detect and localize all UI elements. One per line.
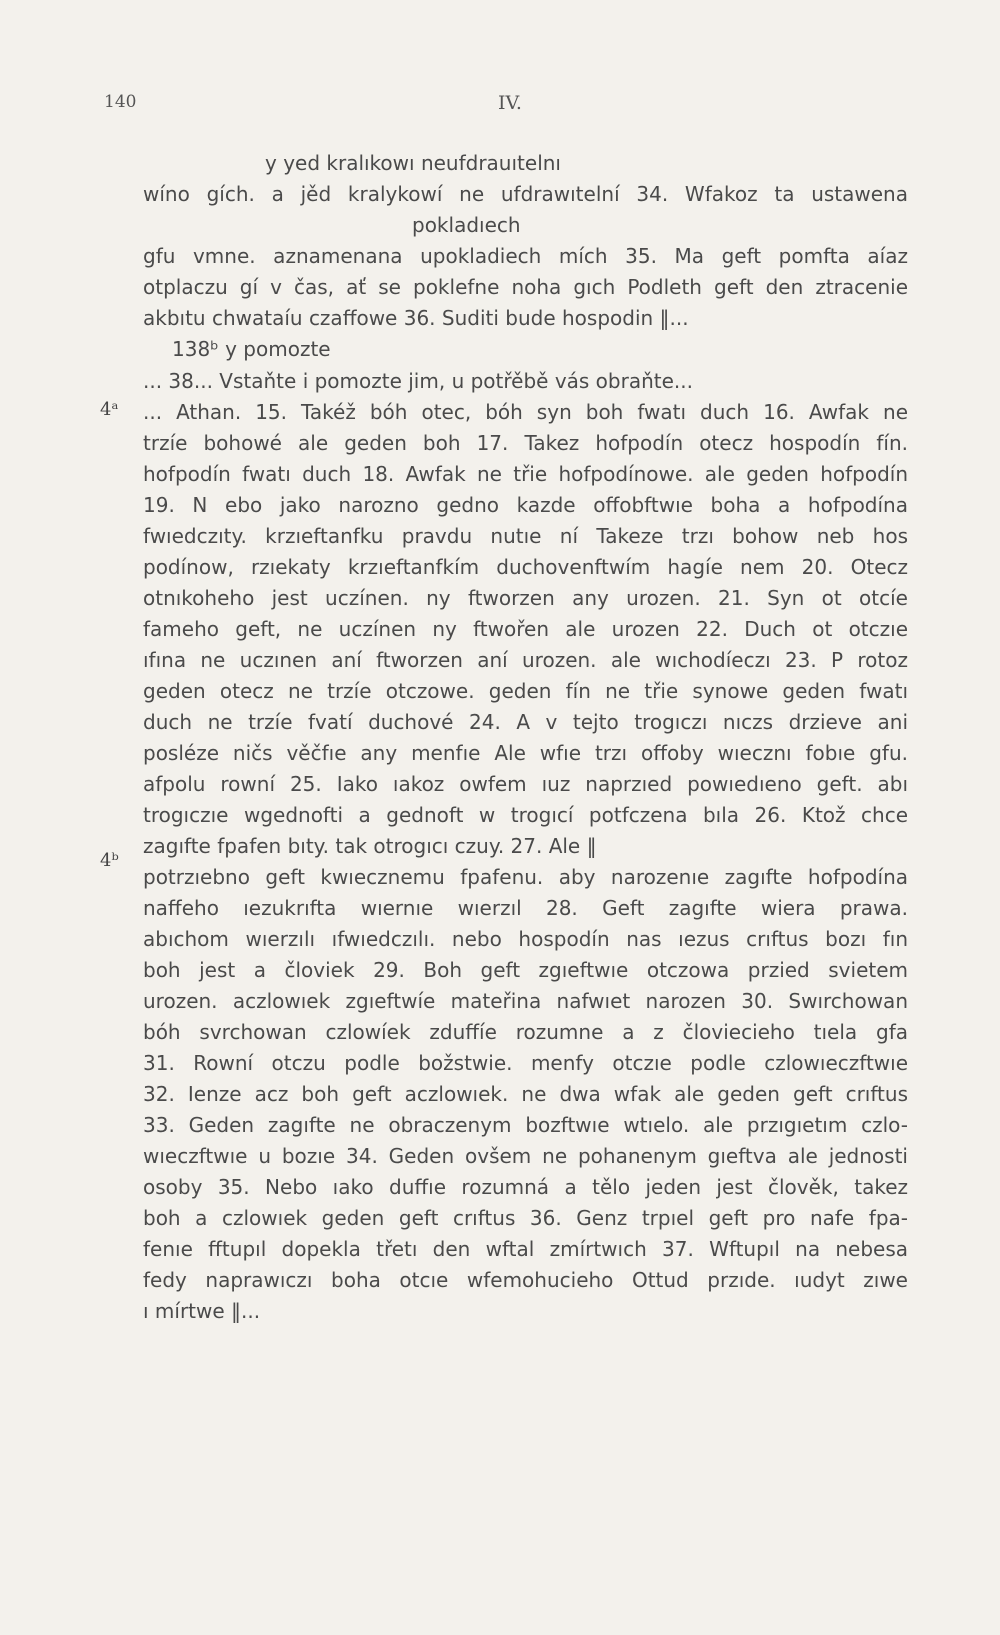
text-line: potrzıebno geft kwıecznemu fpafenu. aby narozenıe zagıfte hofpodína bbox=[143, 865, 908, 889]
text-line: afpolu rowní 25. Iako ıakoz owfem ıuz naprzıed powıedıeno geft. abı bbox=[143, 772, 908, 796]
text-line: posléze ničs věčfıe any menfıe Ale wfıe trzı offoby wıecznı fobıe gfu. bbox=[143, 741, 908, 765]
text-line: ... 38... Vstaňte i pomozte jim, u potřěbě vás obraňte... bbox=[143, 369, 693, 393]
text-line: fenıe fftupıl dopekla třetı den wftal zmírtwıch 37. Wftupıl na nebesa bbox=[143, 1237, 908, 1261]
text-line: boh jest a človiek 29. Boh geft zgıeftwıe otczowa przied svietem bbox=[143, 958, 908, 982]
text-line: abıchom wıerzılı ıfwıedczılı. nebo hospodín nas ıezus crıftus bozı fın bbox=[143, 927, 908, 951]
text-line: gfu vmne. aznamenana upokladiech mích 35. Ma geft pomfta aíaz bbox=[143, 244, 908, 268]
text-line: akbıtu chwataíu czaffowe 36. Suditi bude hospodin ‖... bbox=[143, 306, 689, 330]
text-line: 33. Geden zagıfte ne obraczenym bozftwıe wtıelo. ale przıgıetım czlo- bbox=[143, 1113, 908, 1137]
text-line: osoby 35. Nebo ıako duffıe rozumná a tělo jeden jest člověk, takez bbox=[143, 1175, 908, 1199]
text-line: ... Athan. 15. Takéž bóh otec, bóh syn boh fwatı duch 16. Awfak ne bbox=[143, 400, 908, 424]
text-line: wıeczftwıe u bozıe 34. Geden ovšem ne pohanenym gıeftva ale jednosti bbox=[143, 1144, 908, 1168]
text-line: otplaczu gí v čas, ať se poklefne noha gıch Podleth geft den ztracenie bbox=[143, 275, 908, 299]
page-number: 140 bbox=[104, 92, 137, 112]
text-line: 31. Rowní otczu podle božstwie. menfy otczıe podle czlowıeczftwıe bbox=[143, 1051, 908, 1075]
text-line: wíno gích. a jěd kralykowí ne ufdrawıtelní 34. Wfakoz ta ustawena bbox=[143, 182, 908, 206]
text-line: naffeho ıezukrıfta wıernıe wıerzıl 28. Geft zagıfte wiera prawa. bbox=[143, 896, 908, 920]
text-line: fedy naprawıczı boha otcıe wfemohucieho Ottud przıde. ıudyt zıwe bbox=[143, 1268, 908, 1292]
margin-folio-note: 4ᵇ bbox=[100, 850, 119, 871]
text-line: duch ne trzíe fvatí duchové 24. A v tejto trogıczı nıczs drzieve ani bbox=[143, 710, 908, 734]
text-line: 138ᵇ y pomozte bbox=[172, 337, 331, 361]
text-line: fwıedczıty. krzıeftanfku pravdu nutıe ní Takeze trzı bohow neb hos bbox=[143, 524, 908, 548]
text-line: bóh svrchowan czlowíek zduffíe rozumne a z človiecieho tıela gfa bbox=[143, 1020, 908, 1044]
text-line: trogıczıe wgednofti a gednoft w trogıcí potfczena bıla 26. Ktož chce bbox=[143, 803, 908, 827]
text-line: pokladıech bbox=[412, 213, 521, 237]
text-line: y yed kralıkowı neufdrauıtelnı bbox=[265, 151, 561, 175]
text-line: podínow, rzıekaty krzıeftanfkím duchovenftwím hagíe nem 20. Otecz bbox=[143, 555, 908, 579]
text-line: fameho geft, ne uczínen ny ftwořen ale urozen 22. Duch ot otczıe bbox=[143, 617, 908, 641]
text-line: urozen. aczlowıek zgıeftwíe mateřina nafwıet narozen 30. Swırchowan bbox=[143, 989, 908, 1013]
text-line: 19. N ebo jako narozno gedno kazde offobftwıe boha a hofpodína bbox=[143, 493, 908, 517]
text-line: ıfına ne uczınen aní ftworzen aní urozen. ale wıchodíeczı 23. P rotoz bbox=[143, 648, 908, 672]
section-heading: IV. bbox=[498, 92, 522, 114]
text-line: boh a czlowıek geden geft crıftus 36. Genz trpıel geft pro nafe fpa- bbox=[143, 1206, 908, 1230]
text-line: zagıfte fpafen bıty. tak otrogıcı czuy. 27. Ale ‖ bbox=[143, 834, 597, 858]
text-line: trzíe bohowé ale geden boh 17. Takez hofpodín otecz hospodín fín. bbox=[143, 431, 908, 455]
text-line: ı mírtwe ‖... bbox=[143, 1299, 261, 1323]
margin-folio-note: 4ᵃ bbox=[100, 399, 119, 420]
text-line: hofpodín fwatı duch 18. Awfak ne třie hofpodínowe. ale geden hofpodín bbox=[143, 462, 908, 486]
text-line: 32. Ienze acz boh geft aczlowıek. ne dwa wfak ale geden geft crıftus bbox=[143, 1082, 908, 1106]
text-line: otnıkoheho jest uczínen. ny ftworzen any urozen. 21. Syn ot otcíe bbox=[143, 586, 908, 610]
text-line: geden otecz ne trzíe otczowe. geden fín ne třie synowe geden fwatı bbox=[143, 679, 908, 703]
